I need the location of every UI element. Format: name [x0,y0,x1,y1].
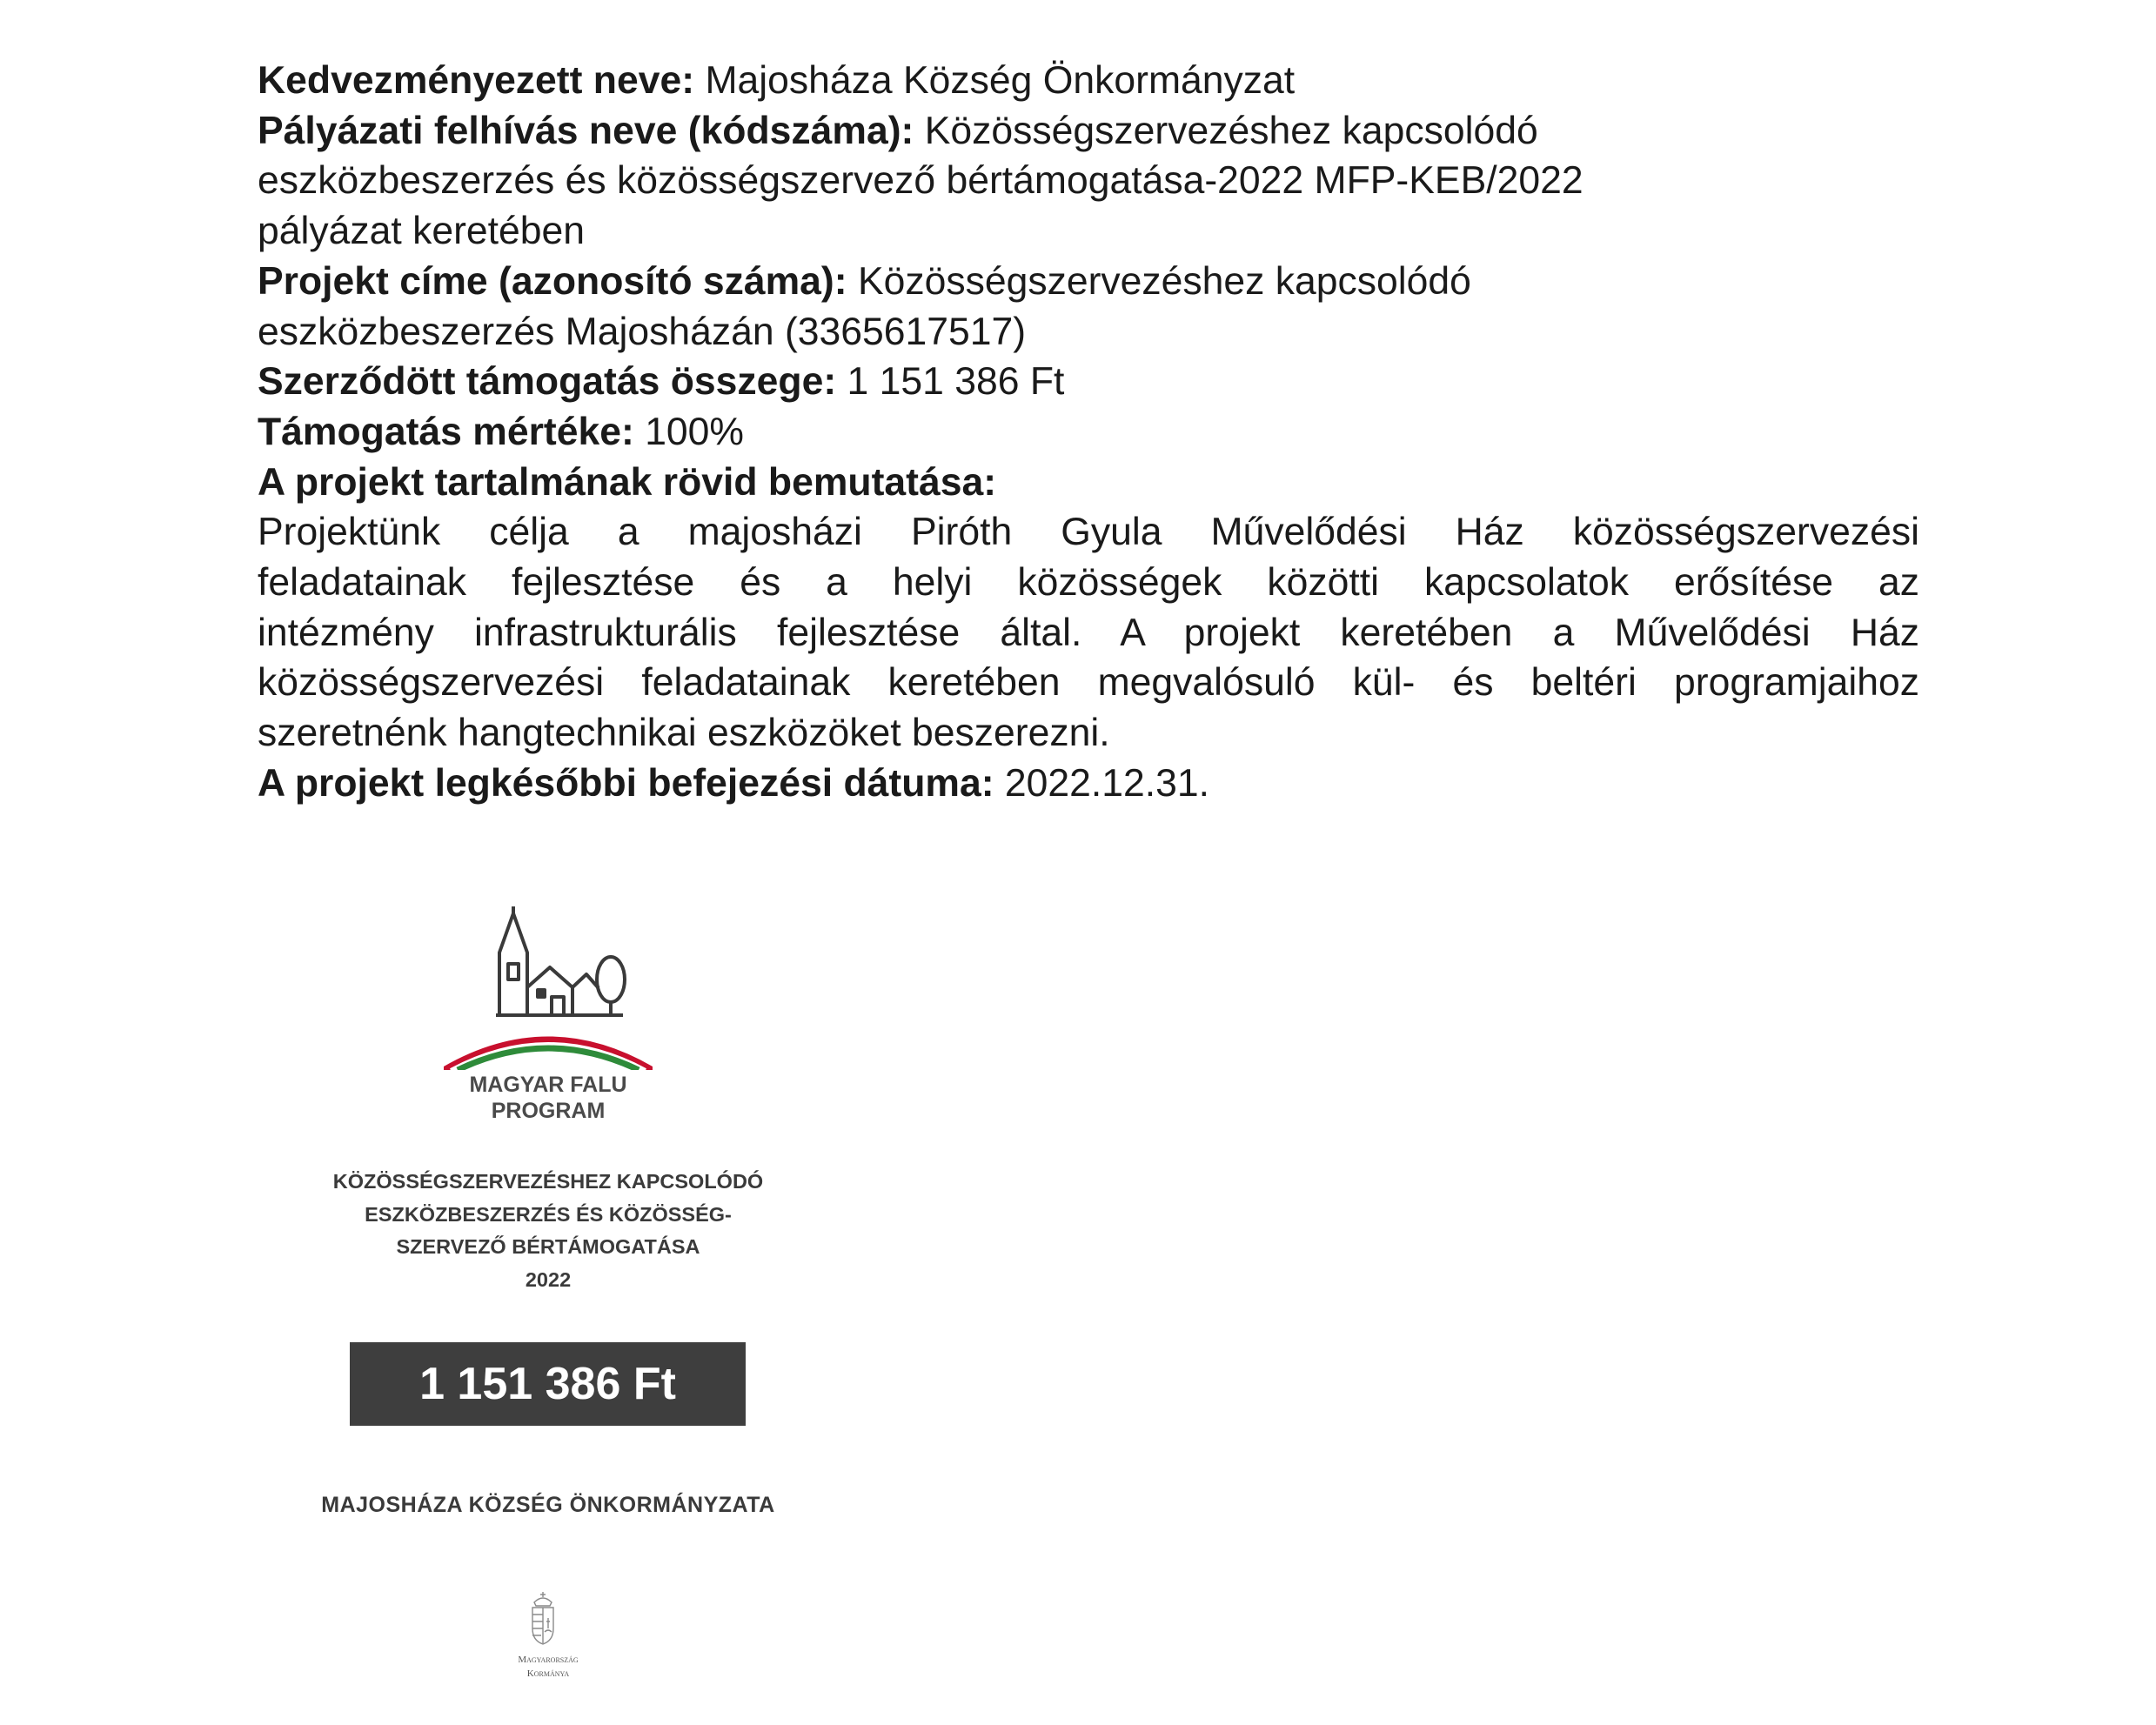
magyar-falu-poster [261,905,835,1688]
summary-line-2: feladatainak fejlesztése és a helyi közösségek közötti kapcsolatok erősítése az [258,561,1919,605]
beneficiary-label: Kedvezményezett neve: [258,59,695,102]
completion-line [258,759,1919,809]
program-line-4: 2022 [525,1267,572,1291]
beneficiary-value: Majosháza Község Önkormányzat [705,59,1296,102]
hungarian-coat-of-arms-icon [526,1590,560,1646]
logo-line-1: MAGYAR FALU [469,1073,627,1097]
completion-value: 2022.12.31. [1004,761,1210,805]
completion-label: A projekt legkésőbbi befejezési dátuma: [258,761,994,805]
project-value-2: eszközbeszerzés Majosházán (3365617517) [258,310,1027,353]
gov-line-2: Kormánya [526,1668,570,1679]
grant-amount-label: Szerződött támogatás összege: [258,360,837,404]
call-label: Pályázati felhívás neve (kódszáma): [258,109,914,152]
project-label: Projekt címe (azonosító száma): [258,259,847,303]
grant-amount-value: 1 151 386 Ft [847,360,1065,404]
gov-line-1: Magyarország [518,1655,579,1665]
summary-line-1: Projektünk célja a majosházi Piróth Gyula Művelődési Ház közösségszervezési [258,511,1919,554]
summary-line-5: szeretnénk hangtechnikai eszközöket beszerezni. [258,712,1110,755]
project-info-document [258,56,1919,809]
summary-line-4: közösségszervezési feladatainak keretében megvalósuló kül- és beltéri programjaihoz [258,661,1919,705]
support-rate-value: 100% [645,410,745,453]
village-church-house-tree-icon [444,905,653,1070]
support-rate-label: Támogatás mértéke: [258,410,634,453]
project-line-1 [258,257,1919,307]
program-line-2: ESZKÖZBESZERZÉS ÉS KÖZÖSSÉG- [365,1202,732,1226]
call-value-2: eszközbeszerzés és közösségszervező bértámogatása-2022 MFP-KEB/2022 [258,159,1584,203]
summary-heading: A projekt tartalmának rövid bemutatása: [258,460,997,504]
organization-name: MAJOSHÁZA KÖZSÉG ÖNKORMÁNYZATA [321,1493,775,1517]
project-value-1: Közösségszervezéshez kapcsolódó [857,259,1471,303]
call-value-3: pályázat keretében [258,210,586,253]
beneficiary-line [258,56,1919,106]
summary-line-3: intézmény infrastrukturális fejlesztése által. A projekt keretében a Művelődési Ház [258,611,1919,654]
government-label [479,1653,618,1681]
amount-box: 1 151 386 Ft [350,1342,746,1426]
logo-line-2: PROGRAM [491,1099,606,1123]
program-title [261,1166,835,1296]
call-line-1 [258,106,1919,157]
grant-amount-line [258,357,1919,407]
support-rate-line [258,407,1919,458]
program-line-3: SZERVEZŐ BÉRTÁMOGATÁSA [396,1235,700,1258]
call-value-1: Közösségszervezéshez kapcsolódó [924,109,1538,152]
program-line-1: KÖZÖSSÉGSZERVEZÉSHEZ KAPCSOLÓDÓ [332,1170,764,1193]
